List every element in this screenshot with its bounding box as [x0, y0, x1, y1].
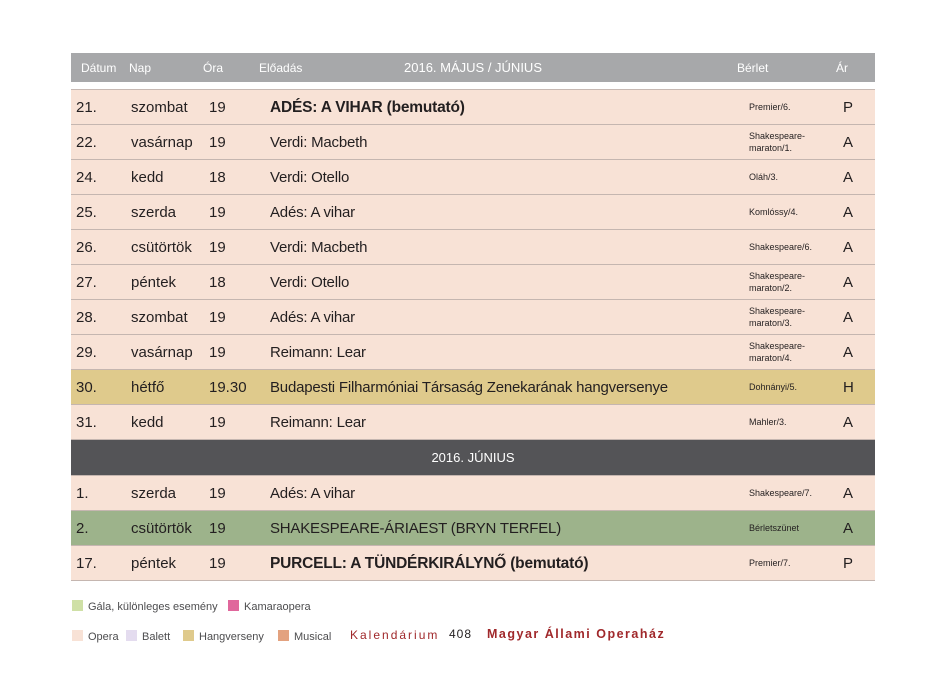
row-time: 18	[209, 169, 226, 186]
row-date: 29.	[76, 344, 97, 361]
legend-gala	[72, 600, 218, 613]
legend-hangverseny-swatch	[183, 630, 194, 641]
row-price: A	[843, 274, 854, 291]
row-berlet: Shakespeare/7.	[749, 488, 813, 498]
schedule-table	[71, 90, 875, 581]
row-title: Adés: A vihar	[270, 204, 355, 221]
header-price: Ár	[836, 61, 848, 75]
header-title: Előadás	[259, 61, 303, 75]
row-date: 22.	[76, 134, 97, 151]
row-date: 1.	[76, 485, 89, 502]
row-day: szombat	[131, 99, 188, 116]
table-row	[71, 195, 875, 230]
header-day: Nap	[129, 61, 152, 75]
header-time: Óra	[203, 61, 224, 75]
legend-musical	[278, 630, 331, 643]
row-price: A	[843, 414, 854, 431]
row-time: 19	[209, 134, 226, 151]
row-day: csütörtök	[131, 520, 192, 537]
row-time: 19	[209, 414, 226, 431]
row-price: A	[843, 309, 854, 326]
row-title: SHAKESPEARE-ÁRIAEST (BRYN TERFEL)	[270, 520, 561, 537]
row-price: P	[843, 555, 854, 572]
legend-hangverseny-label: Hangverseny	[199, 631, 264, 643]
legend-opera-label: Opera	[88, 631, 119, 643]
table-row	[71, 125, 875, 160]
row-title: Verdi: Macbeth	[270, 239, 368, 256]
row-title: Budapesti Filharmóniai Társaság Zenekarának hangversenye	[270, 379, 668, 396]
row-date: 2.	[76, 520, 89, 537]
row-day: péntek	[131, 274, 177, 291]
june-band	[71, 440, 875, 476]
schedule-header	[71, 53, 875, 82]
row-day: szombat	[131, 309, 188, 326]
legend-musical-label: Musical	[294, 631, 332, 643]
row-berlet: Shakespeare/6.	[749, 242, 813, 252]
row-time: 19	[209, 555, 226, 572]
header-month: 2016. MÁJUS / JÚNIUS	[404, 60, 542, 75]
footer-page-number: 408	[449, 627, 473, 641]
table-row	[71, 405, 875, 440]
footer-publisher: Magyar Állami Operaház	[487, 627, 666, 641]
row-price: A	[843, 239, 854, 256]
row-price: A	[843, 520, 854, 537]
legend-musical-swatch	[278, 630, 289, 641]
row-title: ADÉS: A VIHAR (bemutató)	[270, 99, 465, 116]
row-date: 24.	[76, 169, 97, 186]
row-date: 17.	[76, 555, 97, 572]
row-date: 21.	[76, 99, 97, 116]
row-berlet: Shakespeare- maraton/4.	[749, 341, 806, 363]
header-date: Dátum	[81, 61, 117, 75]
table-row	[71, 511, 875, 546]
row-date: 26.	[76, 239, 97, 256]
row-title: Verdi: Macbeth	[270, 134, 368, 151]
table-row	[71, 370, 875, 405]
row-berlet: Oláh/3.	[749, 172, 779, 182]
row-day: péntek	[131, 555, 177, 572]
row-title: PURCELL: A TÜNDÉRKIRÁLYNŐ (bemutató)	[270, 555, 589, 572]
legend-gala-label: Gála, különleges esemény	[88, 601, 218, 613]
row-time: 19	[209, 485, 226, 502]
row-day: vasárnap	[131, 134, 193, 151]
table-row	[71, 230, 875, 265]
row-title: Reimann: Lear	[270, 414, 366, 431]
row-price: P	[843, 99, 854, 116]
row-berlet: Shakespeare- maraton/3.	[749, 306, 806, 328]
row-price: A	[843, 485, 854, 502]
row-time: 19.30	[209, 379, 247, 396]
table-row	[71, 300, 875, 335]
legend-balett-label: Balett	[142, 631, 171, 643]
row-time: 19	[209, 99, 226, 116]
row-day: hétfő	[131, 379, 165, 396]
row-price: A	[843, 134, 854, 151]
row-time: 19	[209, 204, 226, 221]
row-time: 19	[209, 239, 226, 256]
row-title: Adés: A vihar	[270, 309, 355, 326]
legend-balett-swatch	[126, 630, 137, 641]
row-day: vasárnap	[131, 344, 193, 361]
row-price: A	[843, 204, 854, 221]
row-time: 18	[209, 274, 226, 291]
legend-kamara	[228, 600, 311, 613]
row-title: Reimann: Lear	[270, 344, 366, 361]
row-title: Verdi: Otello	[270, 274, 350, 291]
legend-kamara-label: Kamaraopera	[244, 601, 311, 613]
june-band-label: 2016. JÚNIUS	[431, 450, 515, 465]
row-berlet: Mahler/3.	[749, 417, 787, 427]
row-day: kedd	[131, 169, 164, 186]
row-price: H	[843, 379, 854, 396]
legend-hangverseny	[183, 630, 264, 643]
may-rows	[71, 90, 875, 440]
row-berlet: Komlóssy/4.	[749, 207, 799, 217]
row-price: A	[843, 344, 854, 361]
row-day: kedd	[131, 414, 164, 431]
row-day: csütörtök	[131, 239, 192, 256]
row-title: Verdi: Otello	[270, 169, 350, 186]
header-spacer	[71, 82, 875, 90]
row-berlet: Dohnányi/5.	[749, 382, 798, 392]
legend-opera-swatch	[72, 630, 83, 641]
row-time: 19	[209, 344, 226, 361]
row-berlet: Premier/7.	[749, 558, 791, 568]
legend-gala-swatch	[72, 600, 83, 611]
row-date: 28.	[76, 309, 97, 326]
row-date: 30.	[76, 379, 97, 396]
legend-balett	[126, 630, 170, 643]
row-berlet: Shakespeare- maraton/1.	[749, 131, 806, 153]
row-berlet: Shakespeare- maraton/2.	[749, 271, 806, 293]
table-row	[71, 160, 875, 195]
row-price: A	[843, 169, 854, 186]
table-row	[71, 265, 875, 300]
legend-opera	[72, 630, 119, 643]
june-rows	[71, 476, 875, 581]
row-date: 31.	[76, 414, 97, 431]
legend-kamara-swatch	[228, 600, 239, 611]
row-time: 19	[209, 309, 226, 326]
row-title: Adés: A vihar	[270, 485, 355, 502]
table-row	[71, 476, 875, 511]
row-date: 27.	[76, 274, 97, 291]
table-row	[71, 546, 875, 581]
table-row	[71, 90, 875, 125]
row-time: 19	[209, 520, 226, 537]
row-berlet: Premier/6.	[749, 102, 791, 112]
table-row	[71, 335, 875, 370]
row-berlet: Bérletszünet	[749, 523, 800, 533]
row-day: szerda	[131, 204, 177, 221]
header-berlet: Bérlet	[737, 61, 769, 75]
row-date: 25.	[76, 204, 97, 221]
row-day: szerda	[131, 485, 177, 502]
footer-section: Kalendárium	[350, 628, 440, 642]
